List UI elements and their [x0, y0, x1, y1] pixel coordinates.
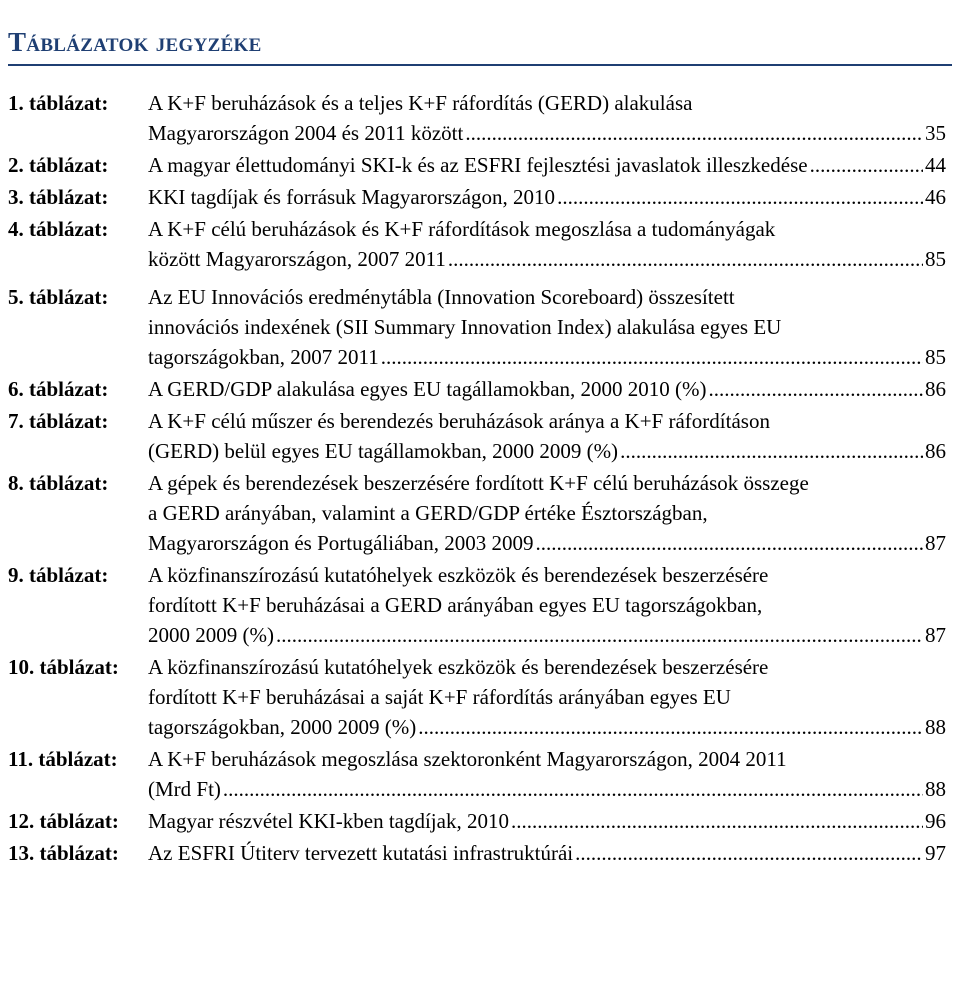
- page-number[interactable]: 97: [925, 841, 946, 865]
- toc-entry[interactable]: [8, 182, 946, 212]
- title-last-line: [148, 774, 946, 804]
- title-last-line: [148, 150, 946, 180]
- toc-entry[interactable]: [8, 214, 946, 274]
- title-line: 2000 2009 (%): [148, 623, 274, 647]
- page-number[interactable]: 88: [925, 715, 946, 739]
- page-number[interactable]: 35: [925, 121, 946, 145]
- table-label: 7. táblázat:: [8, 409, 109, 433]
- page-number[interactable]: 87: [925, 531, 946, 555]
- dot-leader: [620, 436, 923, 466]
- table-label: 13. táblázat:: [8, 841, 119, 865]
- dot-leader: [381, 342, 923, 372]
- title-line: A K+F célú beruházások és K+F ráfordítások megoszlása a tudományágak: [148, 217, 776, 241]
- title-line: A K+F beruházások és a teljes K+F ráfordítás (GERD) alakulása: [148, 91, 693, 115]
- entry-title: [148, 406, 946, 466]
- title-line: A gépek és berendezések beszerzésére fordított K+F célú beruházások összege: [148, 471, 809, 495]
- table-label: 9. táblázat:: [8, 563, 109, 587]
- table-label: 4. táblázat:: [8, 217, 109, 241]
- toc-entry[interactable]: [8, 282, 946, 372]
- page-number[interactable]: 96: [925, 809, 946, 833]
- page-title: Táblázatok jegyzéke: [8, 27, 262, 57]
- heading-rule: [8, 22, 952, 66]
- entry-title: [148, 374, 946, 404]
- dot-leader: [223, 774, 923, 804]
- toc-entry[interactable]: [8, 652, 946, 742]
- entry-title: [148, 560, 946, 650]
- table-label: 3. táblázat:: [8, 185, 109, 209]
- title-last-line: [148, 620, 946, 650]
- title-line: között Magyarországon, 2007 2011: [148, 247, 446, 271]
- entry-title: [148, 468, 946, 558]
- title-last-line: [148, 182, 946, 212]
- table-label: 6. táblázat:: [8, 377, 109, 401]
- title-line: (GERD) belül egyes EU tagállamokban, 2000 2009 (%): [148, 439, 619, 463]
- dot-leader: [511, 806, 923, 836]
- page-number[interactable]: 86: [925, 377, 946, 401]
- page-number[interactable]: 85: [925, 247, 946, 271]
- title-line: A közfinanszírozású kutatóhelyek eszközök és berendezések beszerzésére: [148, 655, 769, 679]
- title-last-line: [148, 374, 946, 404]
- table-label: 11. táblázat:: [8, 747, 118, 771]
- table-label: 2. táblázat:: [8, 153, 109, 177]
- title-line: fordított K+F beruházásai a saját K+F ráfordítás arányában egyes EU: [148, 685, 731, 709]
- title-line: A K+F beruházások megoszlása szektoronként Magyarországon, 2004 2011: [148, 747, 787, 771]
- toc-entry[interactable]: [8, 806, 946, 836]
- title-last-line: [148, 712, 946, 742]
- title-line: innovációs indexének (SII Summary Innovation Index) alakulása egyes EU: [148, 315, 782, 339]
- dot-leader: [276, 620, 923, 650]
- title-last-line: [148, 806, 946, 836]
- table-label: 5. táblázat:: [8, 285, 109, 309]
- page-number[interactable]: 46: [925, 185, 946, 209]
- title-line: Magyarországon 2004 és 2011 között: [148, 121, 464, 145]
- title-last-line: [148, 436, 946, 466]
- page-number[interactable]: 87: [925, 623, 946, 647]
- title-line: A közfinanszírozású kutatóhelyek eszközök és berendezések beszerzésére: [148, 563, 769, 587]
- title-last-line: [148, 118, 946, 148]
- toc-entry[interactable]: [8, 374, 946, 404]
- title-last-line: [148, 342, 946, 372]
- entry-title: [148, 88, 946, 148]
- title-line: tagországokban, 2000 2009 (%): [148, 715, 417, 739]
- entry-title: [148, 806, 946, 836]
- dot-leader: [418, 712, 923, 742]
- dot-leader: [465, 118, 923, 148]
- title-line: a GERD arányában, valamint a GERD/GDP értéke Észtországban,: [148, 501, 708, 525]
- table-label: 12. táblázat:: [8, 809, 119, 833]
- entry-title: [148, 652, 946, 742]
- toc-entry[interactable]: [8, 88, 946, 148]
- dot-leader: [448, 244, 923, 274]
- title-line: Magyar részvétel KKI-kben tagdíjak, 2010: [148, 809, 509, 833]
- table-list: [8, 88, 946, 868]
- page-number[interactable]: 86: [925, 439, 946, 463]
- title-last-line: [148, 528, 946, 558]
- toc-entry[interactable]: [8, 468, 946, 558]
- table-label: 1. táblázat:: [8, 91, 109, 115]
- title-line: Az EU Innovációs eredménytábla (Innovation Scoreboard) összesített: [148, 285, 735, 309]
- dot-leader: [709, 374, 923, 404]
- entry-title: [148, 744, 946, 804]
- title-last-line: [148, 244, 946, 274]
- entry-title: [148, 838, 946, 868]
- title-line: tagországokban, 2007 2011: [148, 345, 379, 369]
- table-label: 10. táblázat:: [8, 655, 119, 679]
- entry-title: [148, 182, 946, 212]
- page-number[interactable]: 88: [925, 777, 946, 801]
- toc-entry[interactable]: [8, 560, 946, 650]
- dot-leader: [575, 838, 923, 868]
- entry-title: [148, 282, 946, 372]
- title-line: Magyarországon és Portugáliában, 2003 2009: [148, 531, 534, 555]
- entry-title: [148, 150, 946, 180]
- page-number[interactable]: 44: [925, 153, 946, 177]
- title-line: KKI tagdíjak és forrásuk Magyarországon, 2010: [148, 185, 556, 209]
- title-line: (Mrd Ft): [148, 777, 221, 801]
- title-line: fordított K+F beruházásai a GERD arányában egyes EU tagországokban,: [148, 593, 763, 617]
- title-line: A GERD/GDP alakulása egyes EU tagállamokban, 2000 2010 (%): [148, 377, 707, 401]
- toc-entry[interactable]: [8, 150, 946, 180]
- page-number[interactable]: 85: [925, 345, 946, 369]
- title-line: A magyar élettudományi SKI-k és az ESFRI fejlesztési javaslatok illeszkedése: [148, 153, 808, 177]
- dot-leader: [557, 182, 923, 212]
- dot-leader: [810, 150, 923, 180]
- title-last-line: [148, 838, 946, 868]
- title-line: Az ESFRI Útiterv tervezett kutatási infrastruktúrái: [148, 841, 574, 865]
- toc-entry[interactable]: [8, 744, 946, 804]
- toc-entry[interactable]: [8, 406, 946, 466]
- toc-entry[interactable]: [8, 838, 946, 868]
- entry-title: [148, 214, 946, 274]
- title-line: A K+F célú műszer és berendezés beruházások aránya a K+F ráfordításon: [148, 409, 770, 433]
- dot-leader: [536, 528, 924, 558]
- table-label: 8. táblázat:: [8, 471, 109, 495]
